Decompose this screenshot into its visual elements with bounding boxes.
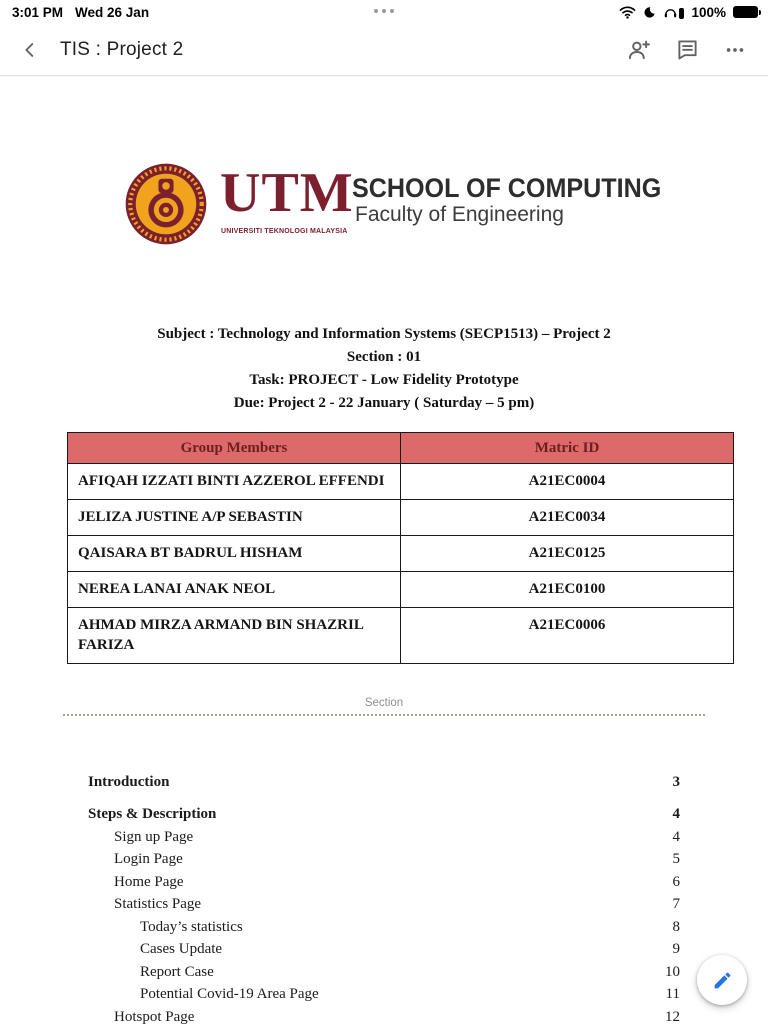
- toc-label: Today’s statistics: [140, 918, 243, 935]
- moon-icon: [643, 6, 656, 19]
- toc-entry[interactable]: [88, 986, 680, 1009]
- school-name: SCHOOL OF COMPUTING: [352, 173, 662, 203]
- task-line: Task: PROJECT - Low Fidelity Prototype: [249, 372, 519, 388]
- member-name: AFIQAH IZZATI BINTI AZZEROL EFFENDI: [68, 464, 401, 500]
- toc-entry[interactable]: [88, 829, 680, 852]
- toc-page-number: 8: [672, 918, 680, 935]
- utm-university-name: UNIVERSITI TEKNOLOGI MALAYSIA: [221, 228, 348, 235]
- document-title: TIS : Project 2: [60, 38, 184, 60]
- toc-page-number: 4: [672, 828, 680, 845]
- section-line: Section : 01: [346, 349, 422, 365]
- toc-label: Introduction: [88, 774, 170, 790]
- battery-percent: 100%: [691, 4, 726, 20]
- toc-label: Sign up Page: [114, 828, 194, 845]
- table-header-row: [68, 433, 734, 464]
- utm-seal-logo: [124, 162, 208, 251]
- share-add-person-button[interactable]: [624, 35, 654, 65]
- member-matric: A21EC0006: [401, 608, 734, 664]
- toc-entry[interactable]: [88, 874, 680, 897]
- toc-entry[interactable]: [88, 1009, 680, 1024]
- toc-label: Hotspot Page: [114, 1008, 195, 1024]
- wifi-icon: [619, 6, 636, 19]
- toc-label: Cases Update: [140, 941, 223, 957]
- toc-page-number: 10: [665, 963, 680, 980]
- member-name: AHMAD MIRZA ARMAND BIN SHAZRIL FARIZA: [68, 608, 401, 664]
- header-group-members: Group Members: [68, 433, 401, 464]
- toc-page-number: 3: [672, 774, 680, 790]
- toc-entry[interactable]: [88, 851, 680, 874]
- status-bar: [0, 0, 768, 24]
- back-button[interactable]: [8, 28, 52, 72]
- section-break-label: Section: [364, 697, 404, 709]
- document-page[interactable]: [0, 77, 768, 1024]
- table-row: [68, 500, 734, 536]
- headphones-battery-icon: [679, 8, 684, 19]
- toc-page-number: 11: [665, 986, 680, 1002]
- app-toolbar: [0, 24, 768, 76]
- members-table: [67, 432, 734, 664]
- toc-page-number: 5: [672, 851, 680, 867]
- member-matric: A21EC0125: [401, 536, 734, 572]
- toc-label: Potential Covid-19 Area Page: [140, 986, 319, 1002]
- toc-page-number: 6: [672, 873, 680, 890]
- table-row: [68, 536, 734, 572]
- toc-label: Statistics Page: [114, 896, 202, 912]
- faculty-name: Faculty of Engineering: [355, 203, 564, 226]
- table-row: [68, 464, 734, 500]
- table-row: [68, 608, 734, 664]
- overflow-menu-button[interactable]: [720, 35, 750, 65]
- battery-icon: [733, 6, 758, 18]
- toc-label: Login Page: [114, 851, 183, 867]
- toc-label: Home Page: [114, 873, 184, 890]
- utm-wordmark: UTM: [220, 162, 354, 224]
- subject-line: Subject : Technology and Information Systems (SECP1513) – Project 2: [157, 326, 611, 342]
- toc-page-number: 7: [672, 896, 680, 912]
- toc-entry[interactable]: [88, 774, 680, 797]
- toc-page-number: 9: [672, 941, 680, 957]
- section-break-divider: [63, 714, 705, 716]
- toc-entry[interactable]: [88, 896, 680, 919]
- toc-page-number: 4: [672, 806, 680, 822]
- multitasking-grabber-icon[interactable]: [374, 9, 394, 13]
- status-time: 3:01 PM: [12, 4, 64, 20]
- status-date: Wed 26 Jan: [75, 4, 150, 20]
- member-name: QAISARA BT BADRUL HISHAM: [68, 536, 401, 572]
- toc-page-number: 12: [665, 1008, 680, 1024]
- member-name: JELIZA JUSTINE A/P SEBASTIN: [68, 500, 401, 536]
- header-matric-id: Matric ID: [401, 433, 734, 464]
- toc-label: Report Case: [140, 963, 214, 980]
- toc-entry[interactable]: [88, 964, 680, 987]
- member-matric: A21EC0034: [401, 500, 734, 536]
- member-name: NEREA LANAI ANAK NEOL: [68, 572, 401, 608]
- toc-entry[interactable]: [88, 941, 680, 964]
- edit-fab-button[interactable]: [697, 955, 747, 1005]
- toc-entry[interactable]: [88, 919, 680, 942]
- member-matric: A21EC0100: [401, 572, 734, 608]
- subject-block: [0, 323, 768, 415]
- headphones-icon: [663, 5, 685, 19]
- toc-label: Steps & Description: [88, 806, 217, 822]
- member-matric: A21EC0004: [401, 464, 734, 500]
- table-of-contents: [88, 774, 680, 1024]
- due-line: Due: Project 2 - 22 January ( Saturday – 5 pm): [233, 395, 535, 411]
- comments-button[interactable]: [672, 35, 702, 65]
- table-row: [68, 572, 734, 608]
- toc-entry[interactable]: [88, 806, 680, 829]
